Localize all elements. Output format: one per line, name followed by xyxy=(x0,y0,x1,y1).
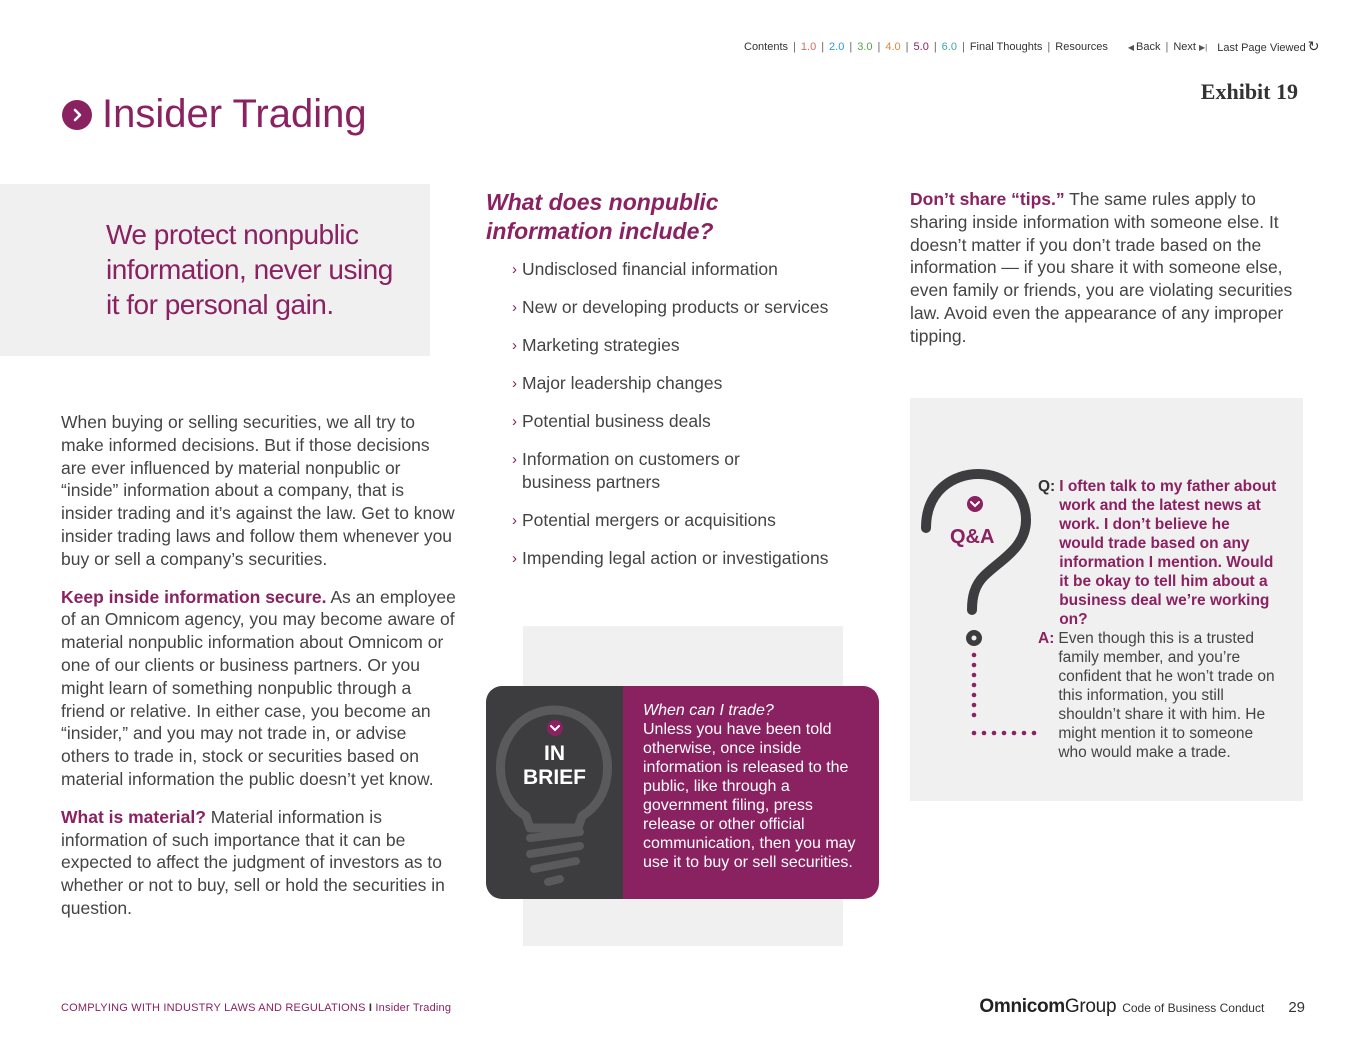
nav-section-3[interactable]: 3.0 xyxy=(857,40,873,53)
document-name: Code of Business Conduct xyxy=(1122,1001,1265,1015)
tips-heading: Don’t share “tips.” xyxy=(910,189,1065,209)
qa-answer xyxy=(1038,629,1283,762)
intro-paragraph: When buying or selling securities, we all try to make informed decisions. But if those decisions are ever influenced by material nonpublic or “inside” information about a company, that is insider trading and it’s against the law. Get to know insider trading laws and follow them whenever you buy or sell a company’s securities. xyxy=(61,412,455,569)
secure-body: As an employee of an Omnicom agency, you may become aware of material nonpublic information about Omnicom or one of our clients or business partners. Or you might learn of something nonpublic through a friend or relative. In either case, you become an “insider,” and you may not trade in, or advise others to trade in, stock or securities based on material information the public doesn’t yet know. xyxy=(61,586,456,789)
list-item xyxy=(512,334,872,357)
nav-back[interactable] xyxy=(1128,41,1161,53)
nonpublic-heading: What does nonpublic information include? xyxy=(486,189,719,244)
secure-heading: Keep inside information secure. xyxy=(61,586,327,607)
in-brief-label-line2: BRIEF xyxy=(523,766,586,789)
nav-divider: | xyxy=(1047,40,1051,53)
page-header xyxy=(62,92,367,137)
nav-resources[interactable]: Resources xyxy=(1055,40,1108,53)
in-brief-label xyxy=(486,742,623,790)
nav-final-thoughts[interactable]: Final Thoughts xyxy=(969,40,1043,53)
nav-divider: | xyxy=(877,40,881,53)
omnicom-logo xyxy=(979,996,1116,1018)
list-item xyxy=(512,258,872,281)
list-item xyxy=(512,410,872,433)
in-brief-label-line1: IN xyxy=(544,742,565,765)
nav-back-label: Back xyxy=(1136,40,1161,53)
footer-divider: I xyxy=(368,1002,373,1014)
list-item-text: New or developing products or services xyxy=(522,297,829,317)
footer-breadcrumb xyxy=(61,1002,451,1014)
nav-divider: | xyxy=(905,40,909,53)
material-body: Material information is information of such importance that it can be expected to affect the judgment of investors as to whether or not to buy, sell or hold the securities in question. xyxy=(61,806,445,918)
qa-panel xyxy=(910,398,1303,801)
left-column xyxy=(61,411,456,935)
list-item-text: Marketing strategies xyxy=(522,335,680,355)
list-item xyxy=(512,547,872,570)
list-item-text: Potential business deals xyxy=(522,411,711,431)
material-heading: What is material? xyxy=(61,806,206,827)
in-brief-icon-panel xyxy=(486,686,623,899)
footer-brand xyxy=(979,996,1305,1018)
list-item-text: Potential mergers or acquisitions xyxy=(522,510,776,530)
lightbulb-icon xyxy=(486,686,623,899)
logo-bold: Omnicom xyxy=(979,996,1065,1017)
footer-section: COMPLYING WITH INDUSTRY LAWS AND REGULATIONS xyxy=(61,1002,366,1014)
question-label: Q: xyxy=(1038,478,1056,495)
nav-section-6[interactable]: 6.0 xyxy=(941,40,957,53)
chevron-right-icon: › xyxy=(512,413,517,430)
nav-last-viewed-label: Last Page Viewed xyxy=(1217,42,1306,54)
in-brief-content xyxy=(623,686,879,899)
back-arrow-icon: ◀ xyxy=(1127,42,1134,52)
list-item xyxy=(512,509,872,532)
nav-divider: | xyxy=(1165,40,1169,53)
secure-paragraph xyxy=(61,586,456,791)
list-item-text: Major leadership changes xyxy=(522,373,723,393)
chevron-right-icon: › xyxy=(512,261,517,278)
chevron-right-icon: › xyxy=(512,512,517,529)
nav-section-1[interactable]: 1.0 xyxy=(800,40,817,53)
next-arrow-icon: ▶| xyxy=(1199,42,1208,52)
logo-light: Group xyxy=(1064,996,1117,1017)
nav-section-4[interactable]: 4.0 xyxy=(885,40,901,53)
question-mark-icon xyxy=(910,468,1040,818)
material-paragraph xyxy=(61,806,456,920)
nav-divider: | xyxy=(933,40,937,53)
page-title: Insider Trading xyxy=(102,92,367,136)
chevron-right-icon: › xyxy=(512,550,517,567)
qa-question xyxy=(1038,477,1278,629)
in-brief-question: When can I trade? xyxy=(643,702,774,719)
nav-section-2[interactable]: 2.0 xyxy=(829,40,845,53)
tips-paragraph xyxy=(910,188,1305,348)
tips-body: The same rules apply to sharing inside information with someone else. It doesn’t matter if you don’t trade based on the information — if you share it with someone else, even family or friends, you are violating securities law. Avoid even the appearance of any improper tipping. xyxy=(910,189,1293,346)
pull-quote-panel xyxy=(0,184,430,356)
top-navigation xyxy=(744,38,1319,55)
in-brief-card xyxy=(486,686,879,899)
chevron-right-icon: › xyxy=(512,451,517,468)
nav-divider: | xyxy=(821,40,825,53)
nav-divider: | xyxy=(961,40,965,53)
page-number: 29 xyxy=(1288,999,1305,1016)
chevron-right-circle-icon xyxy=(62,100,92,130)
nav-section-5[interactable]: 5.0 xyxy=(913,40,929,53)
refresh-icon: ↻ xyxy=(1307,38,1320,54)
nav-contents[interactable]: Contents xyxy=(744,40,789,53)
nav-next-label: Next xyxy=(1173,40,1196,53)
list-item-text: Impending legal action or investigations xyxy=(522,548,829,568)
answer-label: A: xyxy=(1038,630,1055,647)
list-item xyxy=(512,372,872,395)
nav-divider: | xyxy=(849,40,853,53)
answer-text: Even though this is a trusted family member, and you’re confident that he won’t trade on this information, you still shouldn’t share it with him. He might mention it to someone who would make a trade. xyxy=(1058,630,1275,761)
question-text: I often talk to my father about work and the latest news at work. I don’t believe he would trade based on any information I mention. Would it be okay to tell him about a business deal we’re working on? xyxy=(1059,478,1277,628)
in-brief-answer: Unless you have been told otherwise, once inside information is released to the public, like through a government filing, press release or other official communication, then you may use it to buy or sell securities. xyxy=(643,721,856,871)
nav-last-viewed[interactable] xyxy=(1217,38,1319,55)
qa-label: Q&A xyxy=(950,526,995,548)
list-item-text: Undisclosed financial information xyxy=(522,259,778,279)
chevron-right-icon: › xyxy=(512,375,517,392)
pull-quote: We protect nonpublic information, never using it for personal gain. xyxy=(106,219,393,320)
footer-subsection: Insider Trading xyxy=(375,1002,452,1014)
nav-divider: | xyxy=(793,40,796,53)
list-item xyxy=(512,296,872,319)
list-item-text: Information on customers or business partners xyxy=(522,449,740,492)
chevron-right-icon: › xyxy=(512,337,517,354)
nonpublic-list xyxy=(512,258,872,585)
list-item xyxy=(512,448,872,494)
chevron-right-icon: › xyxy=(512,299,517,316)
exhibit-label: Exhibit 19 xyxy=(1200,79,1298,104)
nav-next[interactable] xyxy=(1173,41,1209,53)
